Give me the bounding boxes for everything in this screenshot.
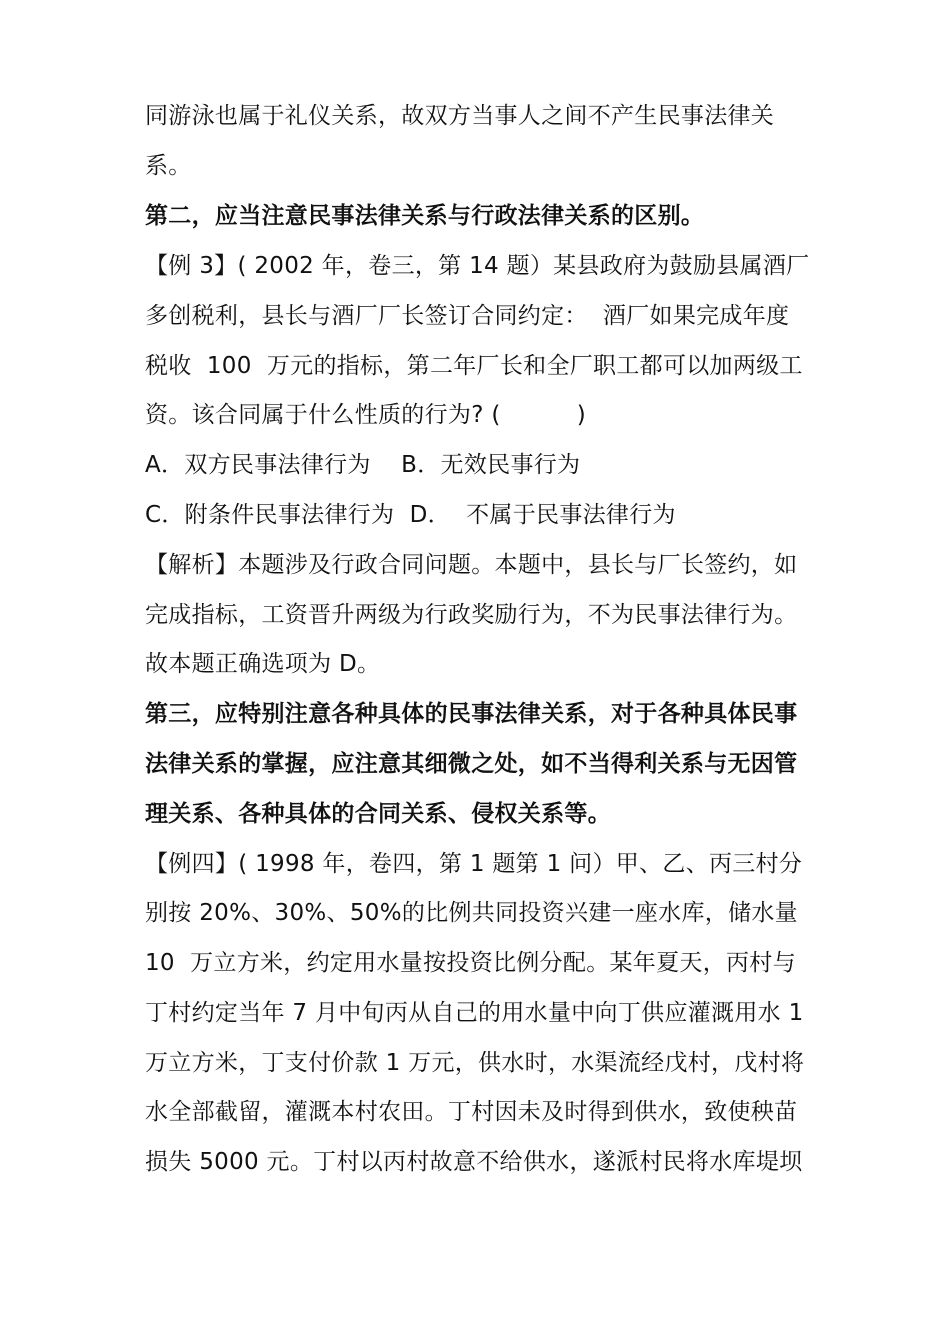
text-line: 故本题正确选项为 D。 (145, 651, 381, 677)
text-line: 别按 20%、30%、50%的比例共同投资兴建一座水库，储水量 (145, 900, 798, 926)
text-line: 水全部截留，灌溉本村农田。丁村因未及时得到供水，致使秧苗 (145, 1099, 798, 1125)
text-line: 同游泳也属于礼仪关系，故双方当事人之间不产生民事法律关 (145, 103, 775, 129)
option-line: C．附条件民事法律行为 D． 不属于民事法律行为 (145, 502, 676, 528)
text-line: 【例四】( 1998 年，卷四，第 1 题第 1 问）甲、乙、丙三村分 (145, 851, 803, 877)
text-line: 资。该合同属于什么性质的行为? ( ) (145, 402, 586, 428)
option-line: A．双方民事法律行为 B．无效民事行为 (145, 452, 581, 478)
text-line: 丁村约定当年 7 月中旬丙从自己的用水量中向丁供应灌溉用水 1 (145, 1000, 804, 1026)
text-line: 税收 100 万元的指标，第二年厂长和全厂职工都可以加两级工 (145, 353, 803, 379)
section-heading: 理关系、各种具体的合同关系、侵权关系等。 (145, 801, 611, 827)
section-heading: 法律关系的掌握，应注意其细微之处，如不当得利关系与无因管 (145, 751, 798, 777)
section-heading: 第三，应特别注意各种具体的民事法律关系，对于各种具体民事 (145, 701, 798, 727)
text-line: 损失 5000 元。丁村以丙村故意不给供水，遂派村民将水库堤坝 (145, 1149, 803, 1175)
text-line: 【例 3】( 2002 年，卷三，第 14 题）某县政府为鼓励县属酒厂 (145, 253, 810, 279)
text-line: 万立方米，丁支付价款 1 万元，供水时，水渠流经戊村，戊村将 (145, 1050, 805, 1076)
text-line: 系。 (145, 153, 192, 179)
text-line: 完成指标，工资晋升两级为行政奖励行为，不为民事法律行为。 (145, 602, 798, 628)
text-line: 10 万立方米，约定用水量按投资比例分配。某年夏天，丙村与 (145, 950, 796, 976)
text-line: 多创税利，县长与酒厂厂长签订合同约定： 酒厂如果完成年度 (145, 303, 790, 329)
section-heading: 第二，应当注意民事法律关系与行政法律关系的区别。 (145, 203, 705, 229)
text-line: 【解析】本题涉及行政合同问题。本题中，县长与厂长签约，如 (145, 552, 798, 578)
